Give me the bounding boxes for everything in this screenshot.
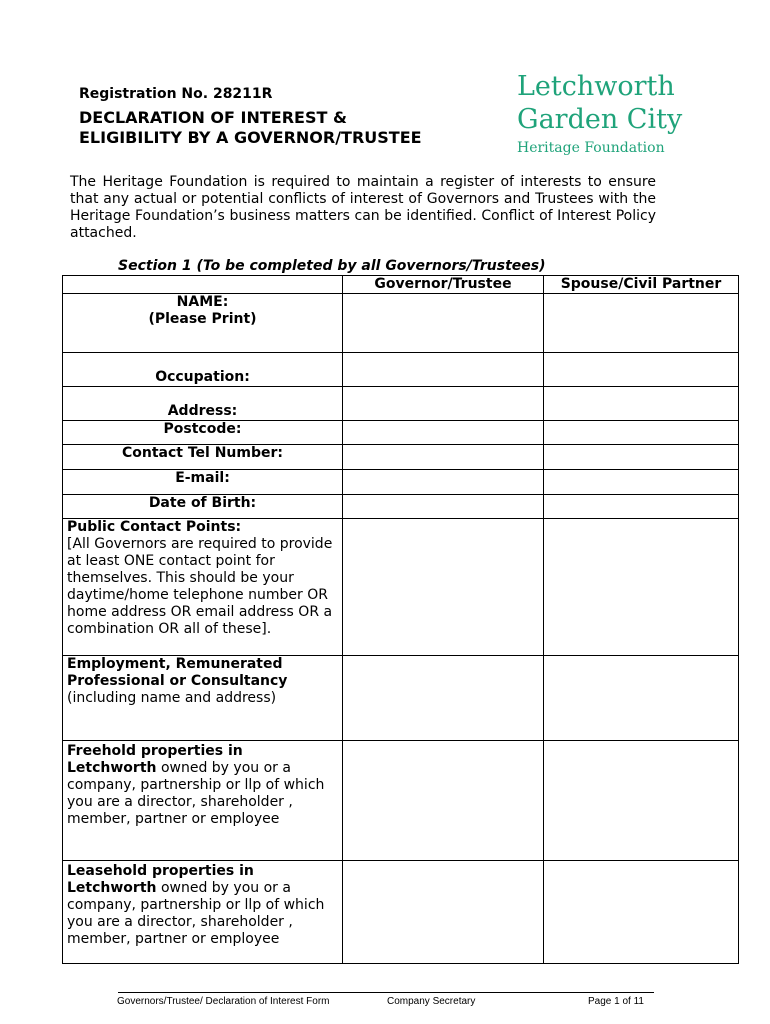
logo-line-1: Letchworth <box>517 71 675 102</box>
spouse-column-header: Spouse/Civil Partner <box>544 276 739 294</box>
name-governor-field[interactable] <box>343 294 544 353</box>
employment-text: (including name and address) <box>67 690 277 706</box>
leasehold-text: owned by you or a company, partnership or llp of which you are a director, shareholder , member, partner or employee <box>67 880 325 947</box>
email-spouse-field[interactable] <box>544 470 739 495</box>
employment-title-1: Employment, Remunerated <box>67 656 283 672</box>
employment-governor-field[interactable] <box>343 656 544 741</box>
postcode-label: Postcode: <box>63 421 343 445</box>
freehold-label <box>63 741 343 861</box>
freehold-title-2: Letchworth <box>67 760 157 776</box>
name-label-line-1: NAME: <box>176 294 229 310</box>
occupation-governor-field[interactable] <box>343 353 544 387</box>
employment-label <box>63 656 343 741</box>
table-row <box>63 861 739 964</box>
section-1-title: Section 1 (To be completed by all Governors/Trustees) <box>118 258 546 274</box>
footer-form-name: Governors/Trustee/ Declaration of Interest Form <box>117 996 330 1007</box>
public-contact-spouse-field[interactable] <box>544 519 739 656</box>
logo-line-3: Heritage Foundation <box>517 140 665 156</box>
table-header-row <box>63 276 739 294</box>
letchworth-logo <box>517 70 682 156</box>
intro-paragraph: The Heritage Foundation is required to maintain a register of interests to ensure that any actual or potential conflicts of interest of Governors and Trustees with the Heritage Foundation’s business matters can be identified. Conflict of Interest Policy attached. <box>70 174 656 241</box>
table-row <box>63 470 739 495</box>
table-row <box>63 519 739 656</box>
table-row <box>63 421 739 445</box>
occupation-label: Occupation: <box>63 353 343 387</box>
employment-title-2: Professional or Consultancy <box>67 673 288 689</box>
freehold-title-1: Freehold properties in <box>67 743 243 759</box>
name-label <box>63 294 343 353</box>
freehold-governor-field[interactable] <box>343 741 544 861</box>
dob-label: Date of Birth: <box>63 495 343 519</box>
postcode-governor-field[interactable] <box>343 421 544 445</box>
table-row <box>63 353 739 387</box>
leasehold-spouse-field[interactable] <box>544 861 739 964</box>
address-label: Address: <box>63 387 343 421</box>
leasehold-label <box>63 861 343 964</box>
registration-number: Registration No. 28211R <box>79 86 273 102</box>
contact-tel-spouse-field[interactable] <box>544 445 739 470</box>
freehold-text: owned by you or a company, partnership or llp of which you are a director, shareholder , member, partner or employee <box>67 760 325 827</box>
title-line-2: ELIGIBILITY BY A GOVERNOR/TRUSTEE <box>79 128 422 147</box>
public-contact-title: Public Contact Points: <box>67 519 242 535</box>
table-row <box>63 294 739 353</box>
public-contact-label <box>63 519 343 656</box>
public-contact-governor-field[interactable] <box>343 519 544 656</box>
title-line-1: DECLARATION OF INTEREST & <box>79 108 347 127</box>
table-row <box>63 387 739 421</box>
dob-spouse-field[interactable] <box>544 495 739 519</box>
address-spouse-field[interactable] <box>544 387 739 421</box>
contact-tel-label: Contact Tel Number: <box>63 445 343 470</box>
employment-spouse-field[interactable] <box>544 656 739 741</box>
leasehold-title-1: Leasehold properties in <box>67 863 254 879</box>
header-blank-cell <box>63 276 343 294</box>
contact-tel-governor-field[interactable] <box>343 445 544 470</box>
table-row <box>63 741 739 861</box>
name-label-line-2: (Please Print) <box>148 311 257 327</box>
name-spouse-field[interactable] <box>544 294 739 353</box>
declaration-table <box>62 275 739 964</box>
email-governor-field[interactable] <box>343 470 544 495</box>
leasehold-governor-field[interactable] <box>343 861 544 964</box>
leasehold-title-2: Letchworth <box>67 880 157 896</box>
document-title <box>79 108 422 148</box>
freehold-spouse-field[interactable] <box>544 741 739 861</box>
footer-divider <box>118 992 654 993</box>
address-governor-field[interactable] <box>343 387 544 421</box>
footer-page-number: Page 1 of 11 <box>588 996 644 1007</box>
email-label: E-mail: <box>63 470 343 495</box>
logo-line-2: Garden City <box>517 104 683 135</box>
table-row <box>63 656 739 741</box>
table-row <box>63 495 739 519</box>
footer-role: Company Secretary <box>387 996 476 1007</box>
governor-column-header: Governor/Trustee <box>343 276 544 294</box>
table-row <box>63 445 739 470</box>
dob-governor-field[interactable] <box>343 495 544 519</box>
public-contact-text: [All Governors are required to provide at least ONE contact point for themselves. This should be your daytime/home telephone number OR home address OR email address OR a combination OR all of these]. <box>67 536 333 637</box>
occupation-spouse-field[interactable] <box>544 353 739 387</box>
postcode-spouse-field[interactable] <box>544 421 739 445</box>
